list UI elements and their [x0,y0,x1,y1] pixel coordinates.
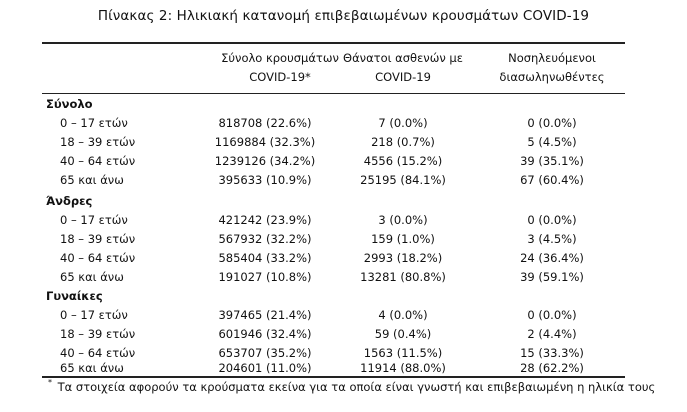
footnote-text: Τα στοιχεία αφορούν τα κρούσματα εκείνα για τα οποία είναι γνωστή και επιβεβαιωμένη η ηλικία τους [57,380,656,394]
row-deaths: 1563 (11.5%) [363,346,443,360]
row-cases: 585404 (33.2%) [218,251,312,265]
row-deaths: 7 (0.0%) [378,116,428,130]
table-row [0,325,687,344]
row-cases: 191027 (10.8%) [218,270,312,284]
table-row [0,114,687,133]
table-row [0,249,687,268]
row-deaths: 218 (0.7%) [371,135,435,149]
row-cases: 397465 (21.4%) [218,308,312,322]
table-row [0,171,687,190]
row-age-group: 0 – 17 ετών [60,308,128,322]
row-intubated: 0 (0.0%) [527,116,577,130]
row-deaths: 13281 (80.8%) [360,270,446,284]
column-header-deaths-line2: COVID-19 [375,70,431,84]
column-header-cases-line1: Σύνολο κρουσμάτων [221,51,339,65]
row-deaths: 2993 (18.2%) [363,251,443,265]
row-intubated: 39 (35.1%) [520,154,584,168]
column-header-deaths-line1: Θάνατοι ασθενών με [343,51,463,65]
row-intubated: 3 (4.5%) [527,232,577,246]
row-intubated: 2 (4.4%) [527,327,577,341]
column-header-cases-line2: COVID-19* [249,70,311,84]
table-row [0,306,687,325]
row-cases: 1239126 (34.2%) [214,154,316,168]
section-label-total: Σύνολο [46,97,93,111]
row-intubated: 39 (59.1%) [520,270,584,284]
table-row [0,133,687,152]
row-deaths: 3 (0.0%) [378,213,428,227]
row-age-group: 65 και άνω [60,173,124,187]
row-cases: 601946 (32.4%) [218,327,312,341]
row-intubated: 28 (62.2%) [520,361,584,375]
row-intubated: 15 (33.3%) [520,346,584,360]
row-cases: 421242 (23.9%) [218,213,312,227]
row-deaths: 59 (0.4%) [374,327,432,341]
column-header-intubated-line2: διασωληνωθέντες [499,70,605,84]
row-deaths: 4 (0.0%) [378,308,428,322]
row-deaths: 11914 (88.0%) [360,361,446,375]
row-intubated: 0 (0.0%) [527,213,577,227]
row-cases: 818708 (22.6%) [218,116,312,130]
column-header-deaths [328,49,478,87]
section-label-men: Άνδρες [46,194,93,208]
row-intubated: 24 (36.4%) [520,251,584,265]
row-intubated: 5 (4.5%) [527,135,577,149]
row-age-group: 65 και άνω [60,270,124,284]
row-age-group: 40 – 64 ετών [60,346,136,360]
row-cases: 395633 (10.9%) [218,173,312,187]
header-rule [42,93,625,94]
row-deaths: 25195 (84.1%) [360,173,446,187]
row-cases: 204601 (11.0%) [218,361,312,375]
row-age-group: 40 – 64 ετών [60,154,136,168]
row-intubated: 0 (0.0%) [527,308,577,322]
row-age-group: 0 – 17 ετών [60,213,128,227]
row-cases: 1169884 (32.3%) [214,135,316,149]
table-row [0,152,687,171]
row-intubated: 67 (60.4%) [520,173,584,187]
row-age-group: 0 – 17 ετών [60,116,128,130]
row-cases: 653707 (35.2%) [218,346,312,360]
section-label-women: Γυναίκες [46,289,103,303]
row-age-group: 40 – 64 ετών [60,251,136,265]
row-cases: 567932 (32.2%) [218,232,312,246]
table-title: Πίνακας 2: Ηλικιακή κατανομή επιβεβαιωμένων κρουσμάτων COVID-19 [97,8,590,24]
table-row [0,268,687,287]
bottom-rule [42,376,625,378]
row-deaths: 159 (1.0%) [371,232,435,246]
row-age-group: 18 – 39 ετών [60,232,136,246]
top-rule [42,42,625,44]
column-header-intubated [482,49,622,87]
row-deaths: 4556 (15.2%) [363,154,443,168]
row-age-group: 18 – 39 ετών [60,327,136,341]
table-row [0,211,687,230]
row-age-group: 18 – 39 ετών [60,135,136,149]
column-header-intubated-line1: Νοσηλευόμενοι [508,51,596,65]
table-row [0,230,687,249]
footnote-marker: * [48,378,52,387]
footnote [48,380,655,394]
row-age-group: 65 και άνω [60,361,124,375]
